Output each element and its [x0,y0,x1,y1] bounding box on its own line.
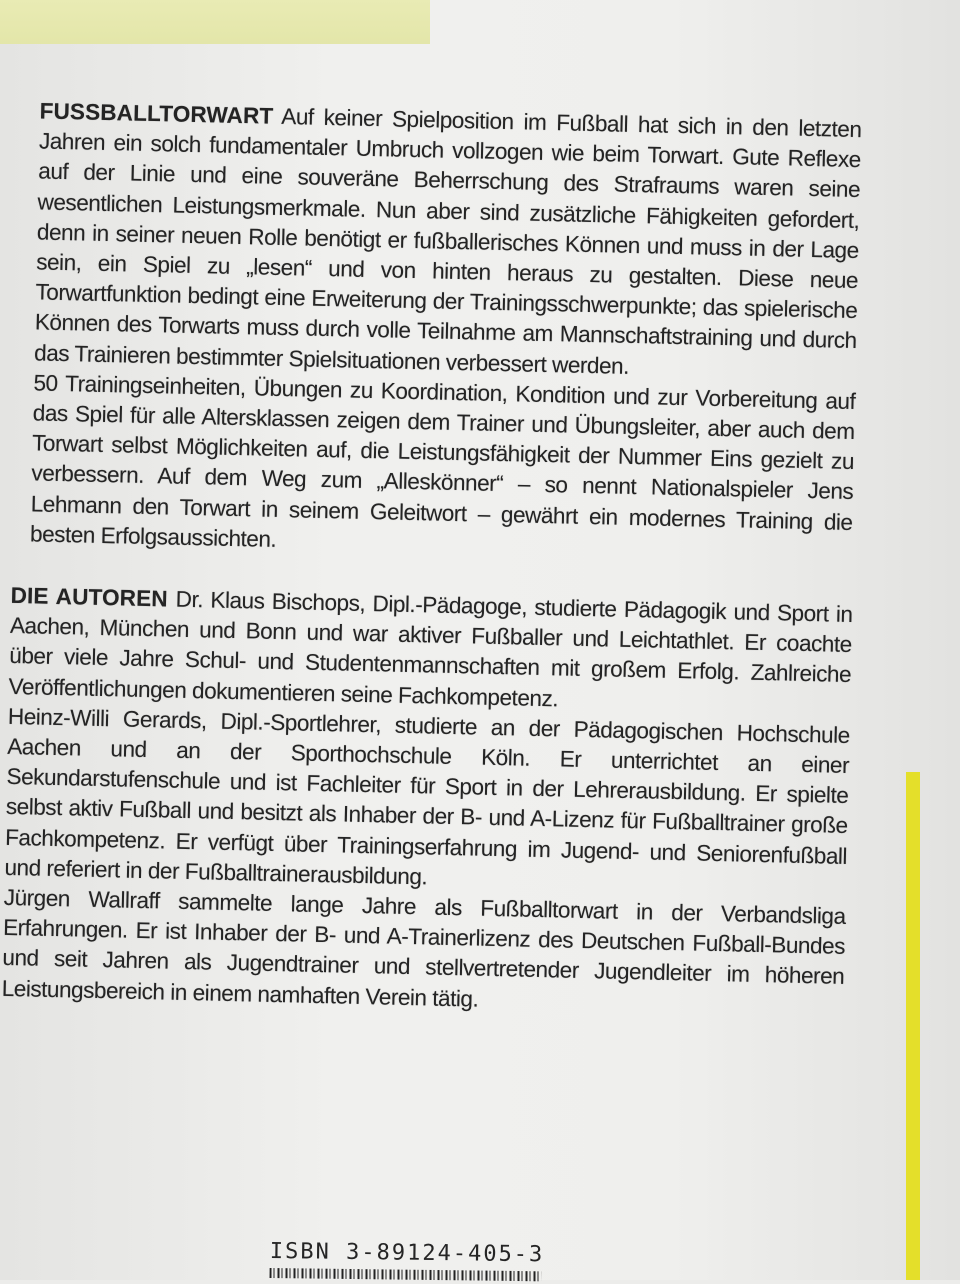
cover-text [0,96,860,1023]
blurb-heading: FUSSBALLTORWART [39,98,274,129]
yellow-accent-line [906,772,920,1280]
isbn-block [270,1240,560,1284]
blurb-paragraph: 50 Trainingseinheiten, Übungen zu Koordination, Kondition und zur Vorbereitung auf das Spiel für alle Altersklassen zeigen dem Trainer und Übungsleiter, aber auch dem Torwart selbst Möglichkeiten auf, die Leistungsfähigkeit der Nummer Eins gezielt zu verbessern. Auf dem Weg zum „Alleskönner“ – so nennt Nationalspieler Jens Lehmann den Torwart in seinem Geleitwort – gewährt ein modernes Training die besten Erfolgsaussichten. [29,370,856,552]
cover-color-band [0,0,430,44]
barcode [270,1268,542,1281]
author-bio-bischops: Dr. Klaus Bischops, Dipl.-Pädagoge, studierte Pädagogik und Sport in Aachen, München und Bonn und war aktiver Fußballer und Leichtathlet. Er coachte über viele Jahre Schul- und Studentenmannschaften mit großem Erfolg. Zahlreiche Veröffentlichungen dokumentieren seine Fachkompetenz. [8,586,853,712]
author-bio-wallraff: Jürgen Wallraff sammelte lange Jahre als Fußballtorwart in der Verbandsliga Erfahrungen. Er ist Inhaber der B- und A-Trainerlizenz des Deutschen Fußball-Bundes und seit Jahren als Jugendtrainer und stellvertretender Jugendleiter im höheren Leistungsbereich in einem namhaften Verein tätig. [1,884,846,1012]
authors-section [1,581,852,1023]
blurb-paragraph: Auf keiner Spielposition im Fußball hat sich in den letzten Jahren ein solch fundamentaler Umbruch vollzogen wie beim Torwart. Gute Reflexe auf der Linie und eine souveräne Beherrschung des Strafraums waren seine wesentlichen Leistungsmerkmale. Nun aber sind zusätzliche Fähigkeiten gefordert, denn in seiner neuen Rolle benötigt er fußballerisches Können und muss in der Lage sein, ein Spiel zu „lesen“ und von hinten heraus zu gestalten. Diese neue Torwartfunktion bedingt eine Erweiterung der Trainingsschwerpunkte; das spielerische Können des Torwarts muss durch volle Teilnahme am Mannschaftstraining und durch das Trainieren bestimmter Spielsituationen verbessert werden. [33,103,862,379]
blurb-section [30,96,862,568]
author-bio-gerards: Heinz-Willi Gerards, Dipl.-Sportlehrer, studierte an der Pädagogischen Hochschule Aachen und an der Sporthochschule Köln. Er unterrichtet an einer Sekundarstufenschule und ist Fachleiter für Sport in der Lehrerausbildung. Er spielte selbst aktiv Fußball und besitzt als Inhaber der B- und A-Lizenz für Fußballtrainer große Fachkompetenz. Er verfügt über Trainingserfahrung im Jugend- und Seniorenfußball und referiert in der Fußballtrainerausbildung. [4,703,850,890]
isbn-number: ISBN 3-89124-405-3 [269,1239,545,1268]
authors-heading: DIE AUTOREN [10,582,169,612]
